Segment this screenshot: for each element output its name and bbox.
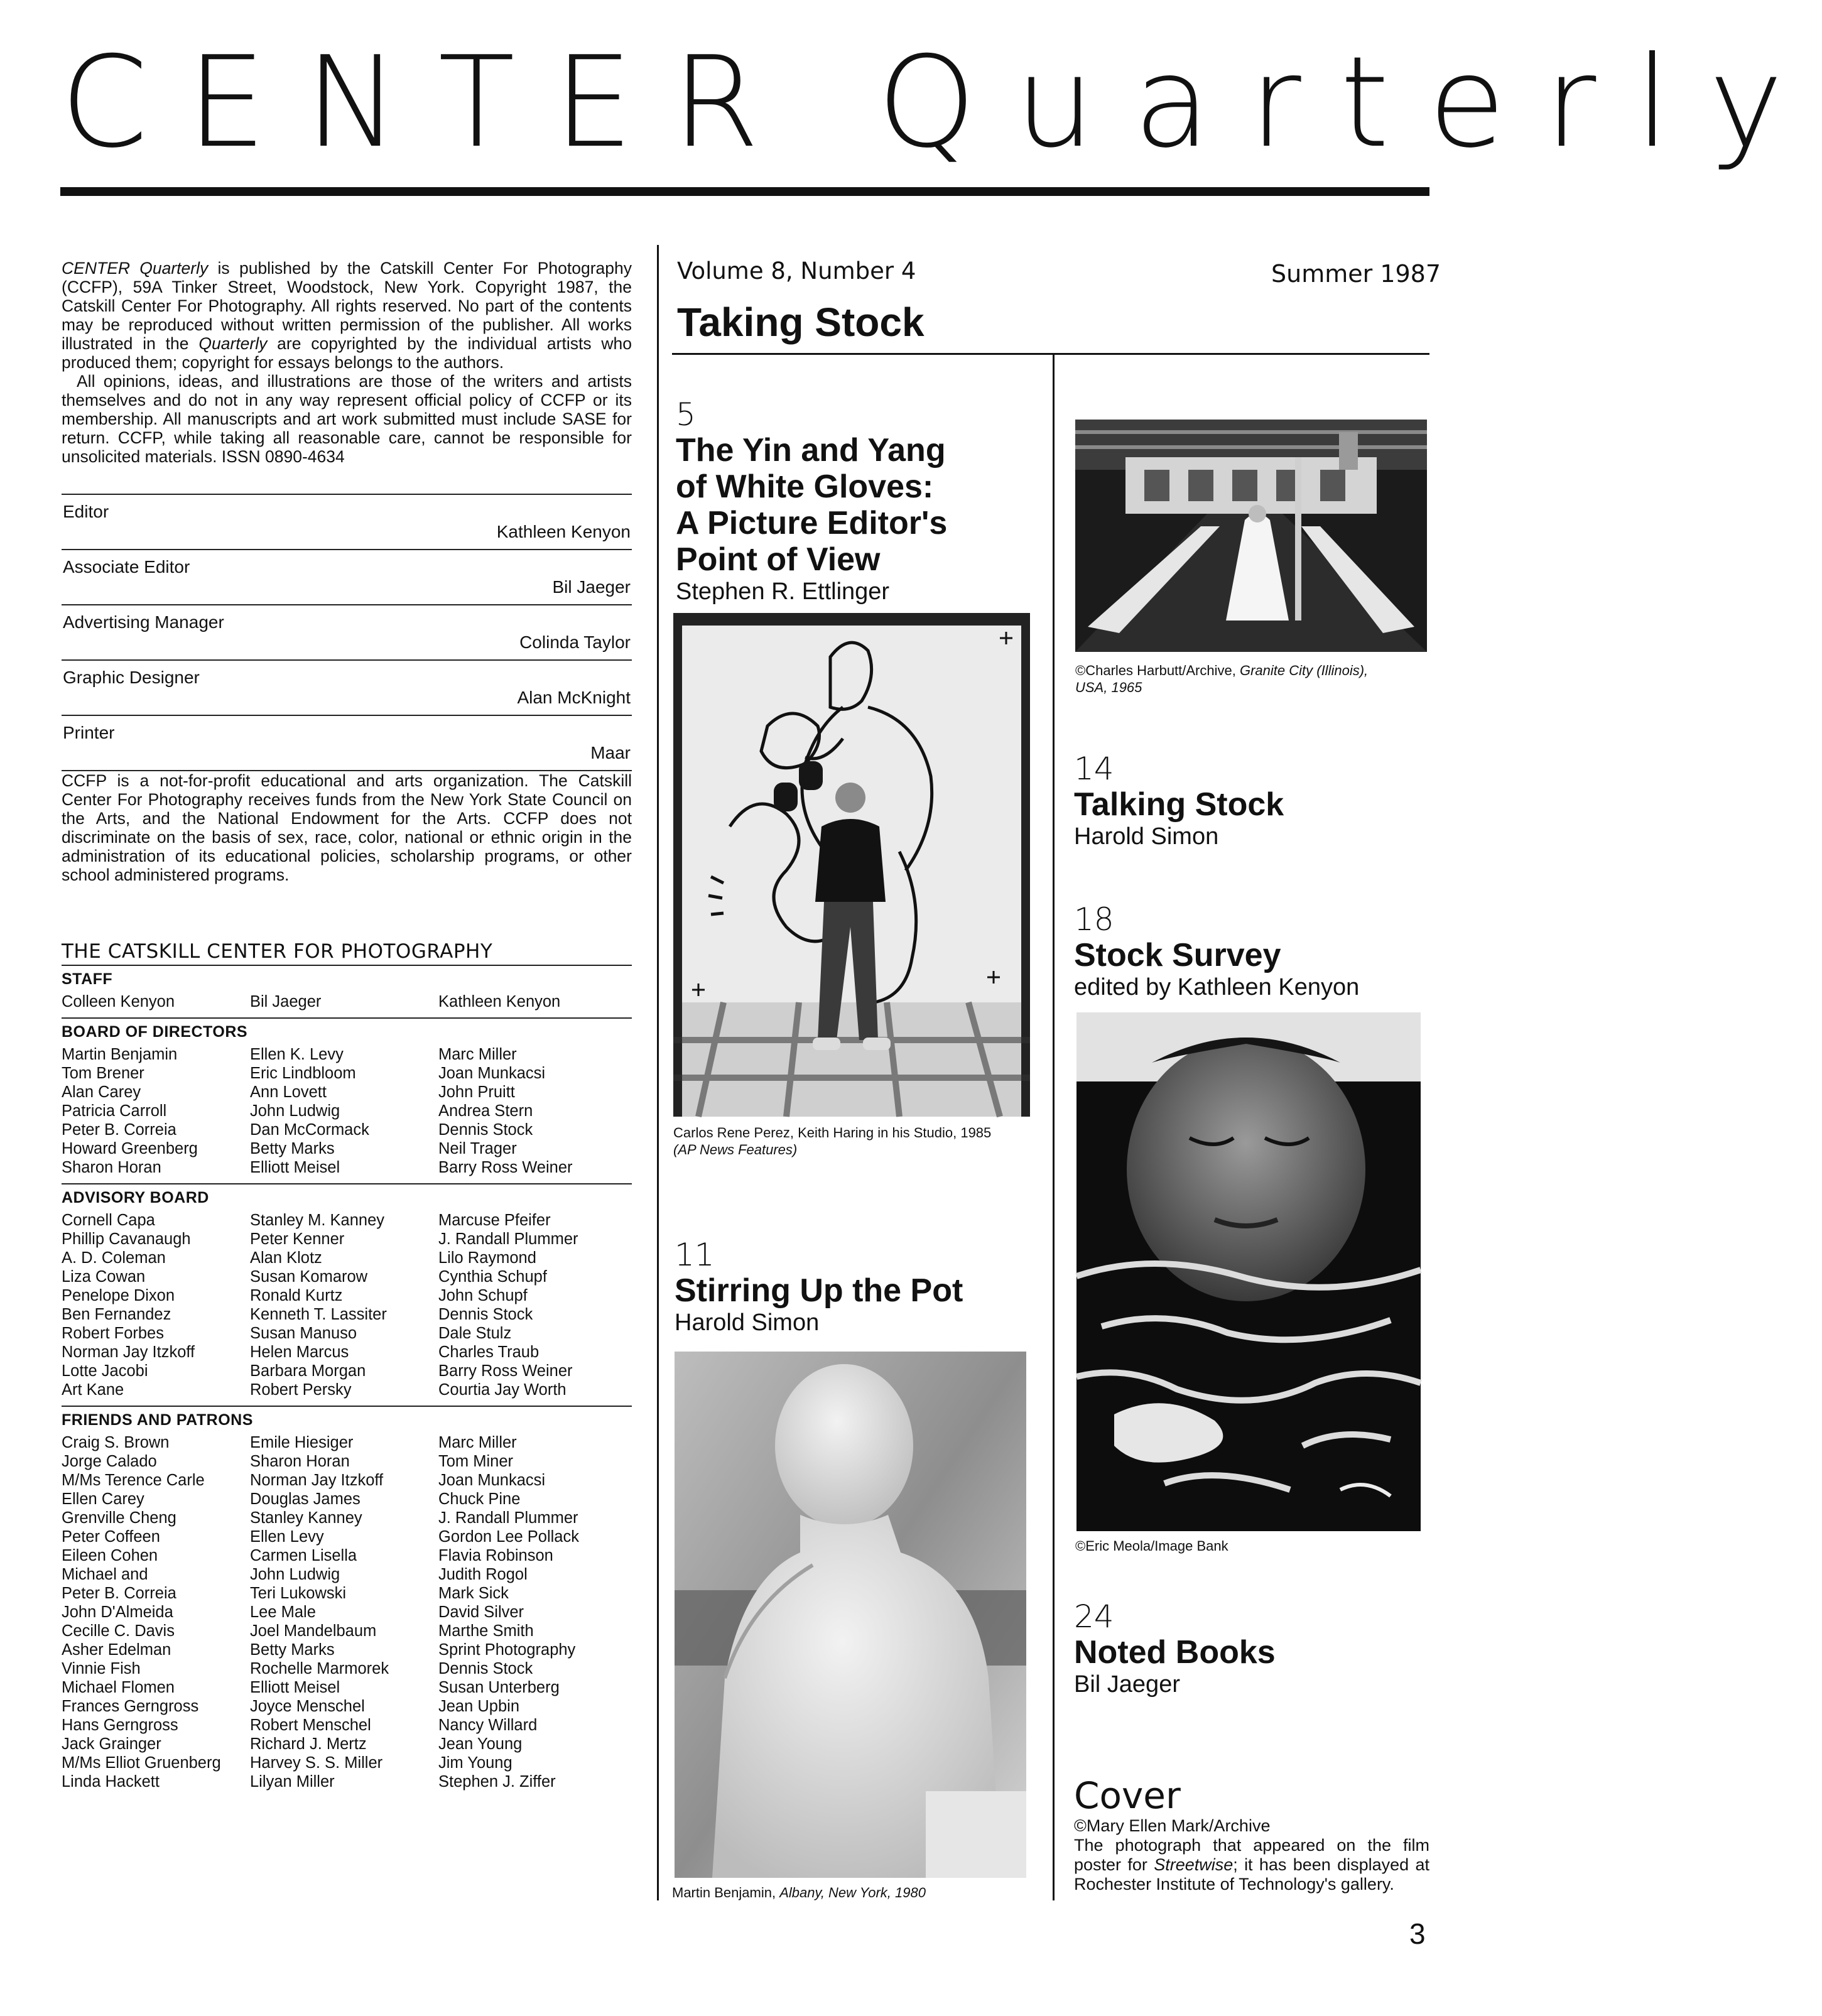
member-name: Lee Male: [250, 1603, 316, 1621]
member-name: Robert Persky: [250, 1381, 352, 1399]
toc-title-line: Point of View: [676, 541, 881, 578]
member-name: Carmen Lisella: [250, 1547, 357, 1564]
issue-season: Summer 1987: [1271, 260, 1441, 288]
member-name: Courtia Jay Worth: [438, 1381, 567, 1399]
member-name: Howard Greenberg: [62, 1140, 198, 1157]
member-name: Jean Upbin: [438, 1698, 520, 1715]
toc-title-line: of White Gloves:: [676, 469, 934, 505]
board-grid: [62, 1045, 632, 1177]
member-name: Stanley Kanney: [250, 1509, 362, 1527]
member-name: A. D. Coleman: [62, 1249, 166, 1267]
staff-name: Alan McKnight: [517, 688, 631, 707]
member-name: Hans Gerngross: [62, 1716, 178, 1734]
member-name: Colleen Kenyon: [62, 993, 175, 1011]
staff-role: Printer: [63, 723, 115, 742]
member-name: John Ludwig: [250, 1102, 340, 1120]
cover-film-title: Streetwise: [1154, 1855, 1234, 1874]
intro-italic-title: CENTER Quarterly: [62, 259, 209, 278]
photo-keith-haring-studio: [673, 613, 1030, 1117]
staff-role: Graphic Designer: [63, 668, 200, 687]
member-name: M/Ms Elliot Gruenberg: [62, 1754, 221, 1772]
member-name: John Pruitt: [438, 1083, 515, 1101]
photo-albany-new-york: [675, 1352, 1026, 1878]
friends-section: [62, 1411, 632, 1791]
member-name: Stanley M. Kanney: [250, 1211, 385, 1229]
member-name: David Silver: [438, 1603, 524, 1621]
toc-author: Harold Simon: [1074, 823, 1219, 850]
member-name: Eric Lindbloom: [250, 1065, 356, 1082]
member-name: Mark Sick: [438, 1585, 509, 1602]
toc-entry-11[interactable]: [675, 1237, 1045, 1336]
member-name: Sprint Photography: [438, 1641, 576, 1659]
member-name: Kathleen Kenyon: [438, 993, 561, 1011]
toc-title: Noted Books: [1074, 1634, 1276, 1671]
caption-harbutt-year: USA, 1965: [1075, 680, 1142, 695]
member-name: Teri Lukowski: [250, 1585, 347, 1602]
member-name: Peter B. Correia: [62, 1585, 176, 1602]
member-name: Norman Jay Itzkoff: [62, 1343, 195, 1361]
member-name: Ann Lovett: [250, 1083, 327, 1101]
caption-harbutt-title: Granite City (Illinois),: [1239, 663, 1369, 678]
member-name: M/Ms Terence Carle: [62, 1471, 205, 1489]
member-name: Grenville Cheng: [62, 1509, 176, 1527]
toc-page-number: 14: [1074, 751, 1114, 787]
member-name: Frances Gerngross: [62, 1698, 199, 1715]
member-name: Penelope Dixon: [62, 1287, 175, 1304]
member-name: Elliott Meisel: [250, 1159, 340, 1176]
member-name: Michael and: [62, 1566, 148, 1583]
column-divider-left: [657, 245, 659, 1900]
member-name: Alan Klotz: [250, 1249, 322, 1267]
member-name: J. Randall Plummer: [438, 1230, 578, 1248]
staff-name: Maar: [590, 743, 631, 762]
member-name: Lotte Jacobi: [62, 1362, 148, 1380]
member-name: Marcuse Pfeifer: [438, 1211, 551, 1229]
member-name: Lilo Raymond: [438, 1249, 536, 1267]
member-name: Ronald Kurtz: [250, 1287, 343, 1304]
member-name: Robert Menschel: [250, 1716, 371, 1734]
member-name: Betty Marks: [250, 1140, 335, 1157]
issue-title: Taking Stock: [677, 300, 925, 345]
cover-credit: ©Mary Ellen Mark/Archive: [1074, 1816, 1271, 1835]
member-name: Richard J. Mertz: [250, 1735, 367, 1753]
ccfp-notice: CCFP is a not-for-profit educational and arts organization. The Catskill Center For Photography receives funds from the New York State Council on the Arts, and the National Endowment for the Arts. CCFP does not discriminate on the basis of sex, race, color, national or ethnic origin in the administration of its educational policies, scholarship programs, or other school administered programs.: [62, 771, 632, 884]
member-name: Sharon Horan: [62, 1159, 161, 1176]
member-name: Andrea Stern: [438, 1102, 533, 1120]
member-name: Joan Munkacsi: [438, 1471, 546, 1489]
column-divider-right: [1053, 354, 1055, 1900]
member-name: Cornell Capa: [62, 1211, 155, 1229]
intro-paragraph-1: [62, 259, 632, 372]
intro-text-a: is published by the Catskill Center For Photography (CCFP), 59A Tinker Street, Woodstock, New York. Copyright 1987, the Catskill Center For Photography. All rights reserved. No part of the contents may be reproduced without written permission of the publisher. All works illustrated in the: [62, 259, 632, 353]
staff-role: Advertising Manager: [63, 612, 224, 632]
board-heading: BOARD OF DIRECTORS: [62, 1023, 248, 1041]
member-name: Michael Flomen: [62, 1679, 175, 1696]
caption-haring: [673, 1124, 1038, 1158]
member-name: Joan Munkacsi: [438, 1065, 546, 1082]
member-name: Jorge Calado: [62, 1453, 157, 1470]
intro-text-b: are copyrighted by the individual artists who produced them; copyright for essays belongs to the authors.: [62, 334, 632, 372]
photo-granite-city: [1075, 420, 1427, 652]
member-name: Helen Marcus: [250, 1343, 349, 1361]
staff-row: [62, 715, 632, 771]
member-name: Barry Ross Weiner: [438, 1159, 573, 1176]
haring-photo-illustration: [673, 613, 1030, 1117]
toc-author: edited by Kathleen Kenyon: [1074, 974, 1360, 1000]
member-name: Flavia Robinson: [438, 1547, 553, 1564]
member-name: J. Randall Plummer: [438, 1509, 578, 1527]
left-column: [62, 259, 632, 1791]
member-name: Joyce Menschel: [250, 1698, 365, 1715]
member-name: Art Kane: [62, 1381, 124, 1399]
cover-text-a: The photograph that appeared on the film poster for: [1074, 1836, 1429, 1874]
member-name: Barry Ross Weiner: [438, 1362, 573, 1380]
member-name: Judith Rogol: [438, 1566, 528, 1583]
caption-haring-line-2: (AP News Features): [673, 1142, 798, 1157]
staff-name: Colinda Taylor: [519, 632, 631, 652]
member-name: Susan Unterberg: [438, 1679, 560, 1696]
member-name: Chuck Pine: [438, 1490, 521, 1508]
albany-photo-illustration: [675, 1352, 1026, 1878]
member-name: Cynthia Schupf: [438, 1268, 547, 1286]
page-number: 3: [1409, 1917, 1426, 1950]
member-name: Elliott Meisel: [250, 1679, 340, 1696]
staff-name: Kathleen Kenyon: [496, 522, 631, 541]
member-name: Patricia Carroll: [62, 1102, 167, 1120]
toc-author: Harold Simon: [675, 1309, 820, 1336]
member-name: Peter Kenner: [250, 1230, 345, 1248]
org-title: THE CATSKILL CENTER FOR PHOTOGRAPHY: [62, 942, 632, 966]
member-name: Betty Marks: [250, 1641, 335, 1659]
member-name: Rochelle Marmorek: [250, 1660, 389, 1677]
member-name: Tom Miner: [438, 1453, 514, 1470]
member-name: Susan Manuso: [250, 1325, 357, 1342]
member-name: Sharon Horan: [250, 1453, 350, 1470]
toc-title: Stock Survey: [1074, 937, 1281, 973]
member-name: Emile Hiesiger: [250, 1434, 354, 1451]
friends-heading: FRIENDS AND PATRONS: [62, 1411, 253, 1429]
toc-rule: [672, 353, 1429, 355]
toc-title-line: The Yin and Yang: [676, 432, 946, 469]
toc-page-number: 5: [676, 396, 696, 433]
staff-heading: STAFF: [62, 970, 113, 988]
member-name: Alan Carey: [62, 1083, 141, 1101]
member-name: Eileen Cohen: [62, 1547, 158, 1564]
member-name: Norman Jay Itzkoff: [250, 1471, 384, 1489]
member-name: Barbara Morgan: [250, 1362, 366, 1380]
member-name: Jack Grainger: [62, 1735, 161, 1753]
member-name: Linda Hackett: [62, 1773, 160, 1791]
member-name: Marthe Smith: [438, 1622, 534, 1640]
cover-section: [1074, 1775, 1429, 1894]
member-name: Kenneth T. Lassiter: [250, 1306, 387, 1323]
toc-entry-18[interactable]: [1074, 902, 1432, 1001]
intro-paragraph-2: All opinions, ideas, and illustrations are those of the writers and artists themselves and do not in any way represent official policy of CCFP or its membership. All manuscripts and art work submitted must include SASE for return. CCFP, while taking all reasonable care, cannot be responsible for unsolicited materials. ISSN 0890-4634: [62, 372, 632, 466]
volume-number: Volume 8, Number 4: [677, 257, 916, 285]
advisory-section: [62, 1188, 632, 1407]
cover-text-b: ; it has been displayed at Rochester Institute of Technology's gallery.: [1074, 1855, 1430, 1894]
member-name: Jim Young: [438, 1754, 512, 1772]
member-name: Gordon Lee Pollack: [438, 1528, 579, 1546]
member-name: Cecille C. Davis: [62, 1622, 175, 1640]
member-name: Asher Edelman: [62, 1641, 171, 1659]
staff-name: Bil Jaeger: [552, 577, 631, 597]
masthead-staff-table: [62, 494, 632, 771]
caption-harbutt: [1075, 662, 1433, 696]
intro-italic-quarterly: Quarterly: [198, 334, 268, 353]
member-name: Ellen Carey: [62, 1490, 144, 1508]
caption-haring-line-1: Carlos Rene Perez, Keith Haring in his Studio, 1985: [673, 1125, 992, 1141]
staff-row: [62, 549, 632, 604]
photo-swimmer: [1076, 1012, 1421, 1531]
staff-role: Associate Editor: [63, 557, 190, 577]
member-name: Dale Stulz: [438, 1325, 512, 1342]
masthead-rule: [60, 187, 1429, 196]
member-name: Dan McCormack: [250, 1121, 369, 1139]
member-name: Marc Miller: [438, 1046, 517, 1063]
staff-row: [62, 659, 632, 715]
member-name: Nancy Willard: [438, 1716, 538, 1734]
friends-grid: [62, 1433, 632, 1791]
member-name: Stephen J. Ziffer: [438, 1773, 556, 1791]
member-name: Susan Komarow: [250, 1268, 368, 1286]
member-name: Joel Mandelbaum: [250, 1622, 377, 1640]
staff-section: [62, 970, 632, 1019]
toc-page-number: 24: [1074, 1598, 1114, 1635]
member-name: Dennis Stock: [438, 1121, 533, 1139]
member-name: Ben Fernandez: [62, 1306, 171, 1323]
masthead-title: CENTER Quarterly: [60, 30, 1822, 176]
cover-description: [1074, 1836, 1429, 1894]
member-name: Dennis Stock: [438, 1306, 533, 1323]
toc-page-number: 11: [675, 1237, 715, 1273]
advisory-grid: [62, 1211, 632, 1399]
staff-row: [62, 604, 632, 659]
staff-role: Editor: [63, 502, 109, 521]
member-name: Ellen K. Levy: [250, 1046, 344, 1063]
member-name: John D'Almeida: [62, 1603, 173, 1621]
member-name: Dennis Stock: [438, 1660, 533, 1677]
member-name: Liza Cowan: [62, 1268, 146, 1286]
member-name: Bil Jaeger: [250, 993, 322, 1011]
toc-author: Bil Jaeger: [1074, 1671, 1180, 1698]
toc-entry-5[interactable]: [676, 397, 1046, 605]
caption-benjamin: [672, 1884, 1049, 1901]
member-name: Peter B. Correia: [62, 1121, 176, 1139]
board-section: [62, 1022, 632, 1184]
member-name: Peter Coffeen: [62, 1528, 160, 1546]
member-name: Martin Benjamin: [62, 1046, 178, 1063]
member-name: Phillip Cavanaugh: [62, 1230, 191, 1248]
staff-grid: [62, 992, 632, 1011]
member-name: Lilyan Miller: [250, 1773, 335, 1791]
member-name: Tom Brener: [62, 1065, 144, 1082]
member-name: Neil Trager: [438, 1140, 517, 1157]
member-name: Vinnie Fish: [62, 1660, 141, 1677]
granite-city-photo-illustration: [1075, 420, 1427, 652]
member-name: Jean Young: [438, 1735, 523, 1753]
member-name: Robert Forbes: [62, 1325, 164, 1342]
toc-author: Stephen R. Ettlinger: [676, 578, 890, 605]
cover-heading: Cover: [1074, 1774, 1181, 1817]
toc-title-line: A Picture Editor's: [676, 505, 948, 541]
caption-benjamin-title: Albany, New York, 1980: [779, 1885, 926, 1900]
toc-entry-14[interactable]: [1074, 751, 1432, 850]
member-name: Craig S. Brown: [62, 1434, 170, 1451]
caption-benjamin-credit: Martin Benjamin,: [672, 1885, 780, 1900]
member-name: John Ludwig: [250, 1566, 340, 1583]
member-name: Douglas James: [250, 1490, 361, 1508]
staff-row: [62, 494, 632, 549]
toc-title: Talking Stock: [1074, 786, 1284, 823]
member-name: Charles Traub: [438, 1343, 540, 1361]
member-name: John Schupf: [438, 1287, 528, 1304]
member-name: Ellen Levy: [250, 1528, 324, 1546]
caption-meola: ©Eric Meola/Image Bank: [1075, 1538, 1228, 1554]
advisory-heading: ADVISORY BOARD: [62, 1189, 209, 1206]
toc-title: Stirring Up the Pot: [675, 1272, 963, 1309]
swimmer-photo-illustration: [1076, 1012, 1421, 1531]
member-name: Harvey S. S. Miller: [250, 1754, 383, 1772]
toc-page-number: 18: [1074, 901, 1114, 938]
member-name: Marc Miller: [438, 1434, 517, 1451]
toc-entry-24[interactable]: [1074, 1599, 1432, 1698]
caption-harbutt-credit: ©Charles Harbutt/Archive,: [1075, 663, 1240, 678]
